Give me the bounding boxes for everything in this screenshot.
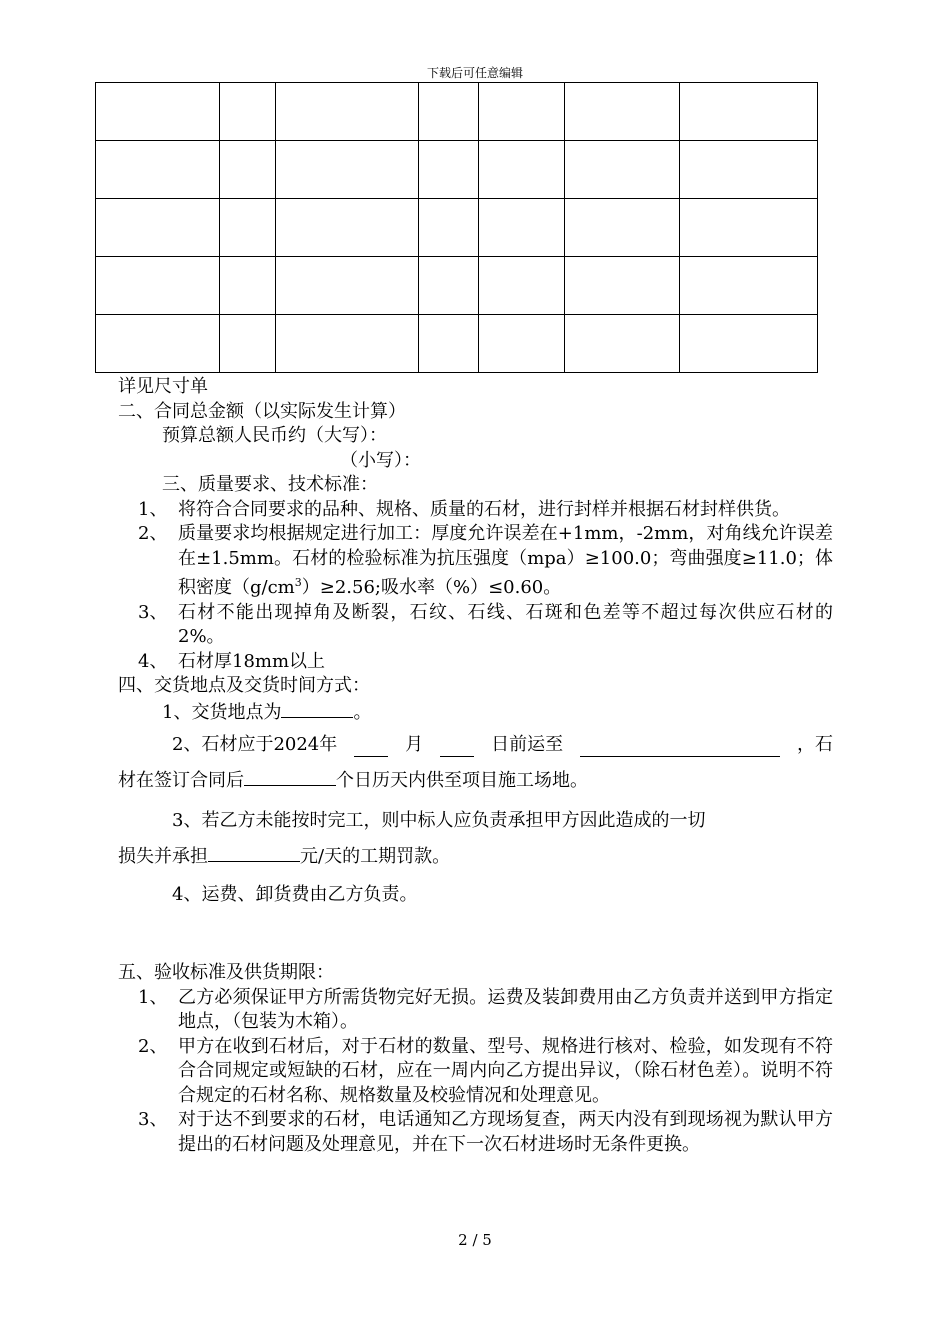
blank-underline <box>354 738 388 757</box>
table-cell <box>419 83 479 141</box>
acceptance-item-3: 3、 对于达不到要求的石材，电话通知乙方现场复查，两天内没有到现场视为默认甲方提出的石材问题及处理意见，并在下一次石材进场时无条件更换。 <box>138 1109 833 1155</box>
table-cell <box>276 83 419 141</box>
penalty-line-2: 损失并承担 元/天的工期罚款。 <box>118 843 833 871</box>
contract-body <box>118 375 833 1157</box>
table-cell <box>680 257 818 315</box>
acceptance-item-2: 2、 甲方在收到石材后，对于石材的数量、型号、规格进行核对、检验，如发现有不符合合同规定或短缺的石材，应在一周内向乙方提出异议，（除石材色差）。说明不符合规定的石材名称、规格数量及校验情况和处理意见。 <box>138 1035 833 1106</box>
blank-underline <box>580 738 780 757</box>
budget-capital: 预算总额人民币约（大写）： <box>162 425 387 446</box>
page-header: 下载后可任意编辑 <box>426 66 523 80</box>
quality-item-4: 4、 石材厚18mm以上 <box>138 650 326 672</box>
table-cell <box>276 199 419 257</box>
table-cell <box>276 315 419 373</box>
penalty-line-1: 3、若乙方未能按时完工，则中标人应负责承担甲方因此造成的一切 <box>172 810 706 831</box>
table-cell <box>276 141 419 199</box>
table-cell <box>96 141 220 199</box>
table-cell <box>680 315 818 373</box>
section-2-title: 二、合同总金额（以实际发生计算） <box>118 400 406 422</box>
blank-underline <box>208 843 300 862</box>
table-cell <box>96 83 220 141</box>
table-cell <box>565 83 680 141</box>
page-number: 2 / 5 <box>458 1231 492 1249</box>
table-row <box>96 83 818 141</box>
table-cell <box>479 141 565 199</box>
delivery-days-line: 材在签订合同后 个日历天内供至项目施工场地。 <box>118 767 833 795</box>
table-cell <box>220 141 276 199</box>
acceptance-item-1: 1、 乙方必须保证甲方所需货物完好无损。运费及装卸费用由乙方负责并送到甲方指定地点，（包装为木箱）。 <box>138 986 833 1032</box>
blank-underline <box>244 767 336 786</box>
table-cell <box>276 257 419 315</box>
section-4-title: 四、交货地点及交货时间方式： <box>118 675 370 696</box>
table-cell <box>419 199 479 257</box>
table-cell <box>96 199 220 257</box>
table-cell <box>220 83 276 141</box>
table-row <box>96 141 818 199</box>
table-cell <box>96 257 220 315</box>
table-cell <box>419 257 479 315</box>
blank-table <box>95 82 818 373</box>
table-cell <box>479 83 565 141</box>
table-cell <box>565 257 680 315</box>
table-cell <box>680 83 818 141</box>
table-row <box>96 199 818 257</box>
blank-underline <box>440 738 474 757</box>
table-row <box>96 315 818 373</box>
delivery-time-line: 2、石材应于2024年 月 日前运至 ，石 <box>172 734 833 755</box>
table-cell <box>479 315 565 373</box>
section-5-title: 五、验收标准及供货期限： <box>118 962 334 983</box>
table-cell <box>565 315 680 373</box>
quality-item-2: 2、 质量要求均根据规定进行加工：厚度允许误差在+1mm，-2mm，对角线允许误差在±1.5mm。石材的检验标准为抗压强度（mpa）≥100.0；弯曲强度≥11.0；体积密度$(g/cm^3)\ge 2.56$;吸水率（%）≤0.60。 <box>138 523 833 598</box>
section-3-title: 三、质量要求、技术标准： <box>162 474 378 495</box>
table-cell <box>479 199 565 257</box>
table-cell <box>479 257 565 315</box>
blank-underline <box>281 699 353 718</box>
table-cell <box>220 199 276 257</box>
detail-note: 详见尺寸单 <box>118 376 208 397</box>
table-cell <box>96 315 220 373</box>
table-cell <box>680 199 818 257</box>
table-cell <box>680 141 818 199</box>
table-cell <box>419 315 479 373</box>
quality-item-1: 1、 将符合合同要求的品种、规格、质量的石材，进行封样并根据石材封样供货。 <box>138 498 790 520</box>
quality-item-3: 3、 石材不能出现掉角及断裂，石纹、石线、石斑和色差等不超过每次供应石材的2%。 <box>138 601 833 647</box>
table-cell <box>419 141 479 199</box>
delivery-place: 1、交货地点为 。 <box>118 699 833 726</box>
freight-line: 4、运费、卸货费由乙方负责。 <box>172 884 418 905</box>
table-row <box>96 257 818 315</box>
table-cell <box>220 257 276 315</box>
budget-figure: （小写）： <box>340 449 421 471</box>
table-cell <box>565 141 680 199</box>
table-cell <box>220 315 276 373</box>
table-cell <box>565 199 680 257</box>
